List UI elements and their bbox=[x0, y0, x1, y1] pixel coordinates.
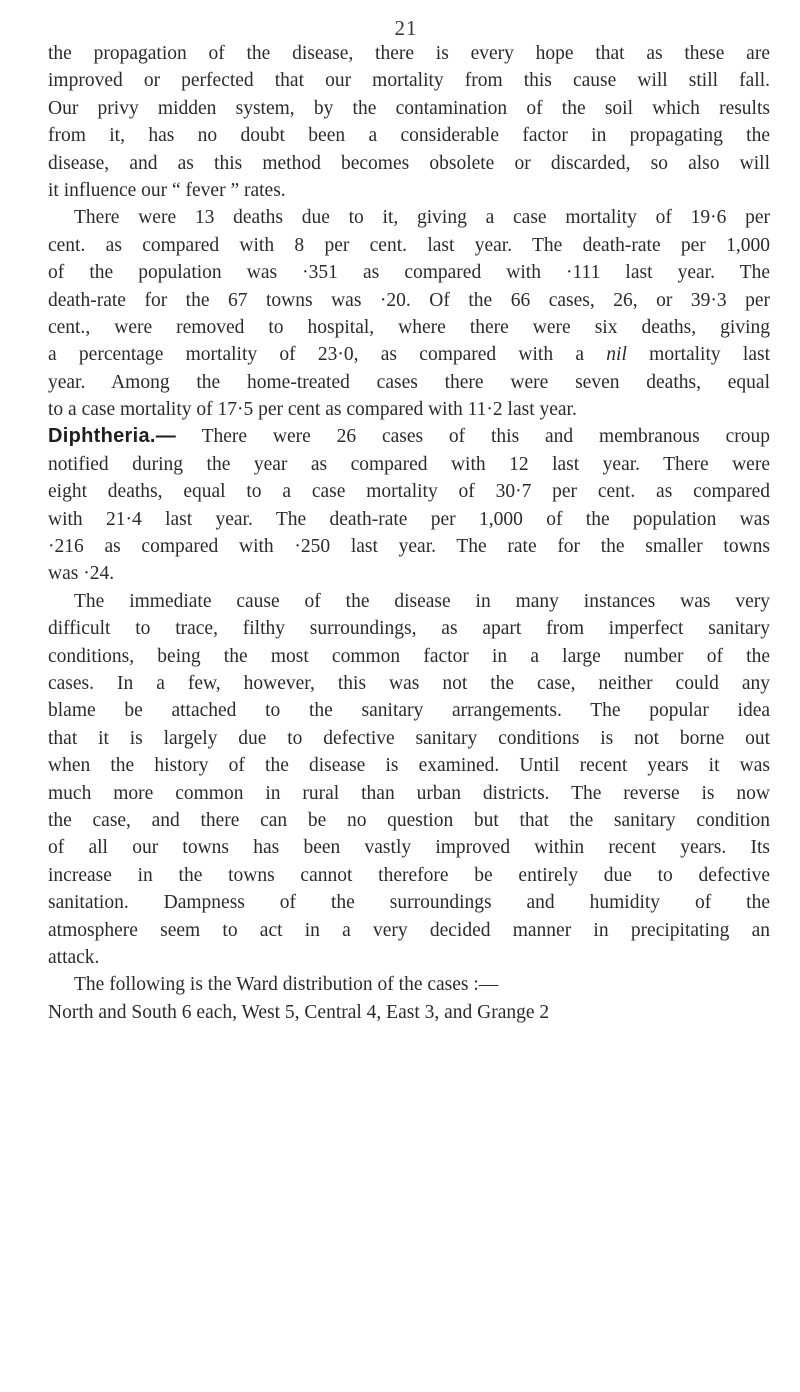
text-line: The following is the Ward distribution of the cases :— bbox=[74, 974, 499, 996]
text-line: cent., were removed to hospital, where there were six deaths, giving bbox=[48, 316, 770, 338]
text-segment: There were 26 cases of this and membranous croup bbox=[201, 426, 770, 448]
text-line: cent. as compared with 8 per cent. last year. The death-rate per 1,000 bbox=[48, 234, 770, 256]
text-line: atmosphere seem to act in a very decided manner in precipitating an bbox=[48, 919, 770, 941]
text-line: There were 13 deaths due to it, giving a case mortality of 19·6 per bbox=[74, 207, 770, 229]
text-line: The immediate cause of the disease in many instances was very bbox=[74, 590, 770, 612]
text-line: that it is largely due to defective sanitary conditions is not borne out bbox=[48, 727, 770, 749]
text-line: North and South 6 each, West 5, Central 4, East 3, and Grange 2 bbox=[48, 1001, 550, 1023]
text-line: eight deaths, equal to a case mortality of 30·7 per cent. as compared bbox=[48, 481, 770, 503]
paragraph-immediate-cause bbox=[48, 588, 770, 971]
text-line: year. Among the home-treated cases there were seven deaths, equal bbox=[48, 371, 770, 393]
text-line-with-heading bbox=[48, 423, 770, 450]
text-line: notified during the year as compared with 12 last year. There were bbox=[48, 453, 770, 475]
text-line: improved or perfected that our mortality from this cause will still fall. bbox=[48, 70, 770, 92]
paragraph-fever-deaths bbox=[48, 204, 770, 423]
text-line: the propagation of the disease, there is every hope that as these are bbox=[48, 43, 770, 64]
text-line: ·216 as compared with ·250 last year. The rate for the smaller towns bbox=[48, 536, 770, 558]
paragraph-fever-continuation bbox=[48, 40, 770, 204]
text-line: the case, and there can be no question but that the sanitary condition bbox=[48, 809, 770, 831]
text-line: blame be attached to the sanitary arrangements. The popular idea bbox=[48, 700, 770, 722]
italic-word: nil bbox=[606, 344, 627, 366]
text-segment: a percentage mortality of 23·0, as compared with a bbox=[48, 344, 607, 366]
text-line: difficult to trace, filthy surroundings, as apart from imperfect sanitary bbox=[48, 618, 770, 640]
paragraph-diphtheria bbox=[48, 423, 770, 587]
text-line: increase in the towns cannot therefore be entirely due to defective bbox=[48, 864, 770, 886]
text-line: cases. In a few, however, this was not the case, neither could any bbox=[48, 672, 770, 694]
text-line: sanitation. Dampness of the surroundings and humidity of the bbox=[48, 892, 770, 914]
text-segment: mortality last bbox=[626, 344, 770, 366]
text-line: much more common in rural than urban districts. The reverse is now bbox=[48, 782, 770, 804]
text-line: with 21·4 last year. The death-rate per 1,000 of the population was bbox=[48, 508, 770, 530]
section-heading-diphtheria: Diphtheria.— bbox=[48, 425, 177, 448]
text-line: it influence our “ fever ” rates. bbox=[48, 179, 286, 201]
text-line: of all our towns has been vastly improved within recent years. Its bbox=[48, 837, 770, 859]
text-line: attack. bbox=[48, 946, 100, 968]
text-line-with-italic bbox=[48, 341, 770, 368]
text-line: was ·24. bbox=[48, 563, 115, 585]
text-line: from it, has no doubt been a considerable factor in propagating the bbox=[48, 125, 770, 147]
text-line: death-rate for the 67 towns was ·20. Of the 66 cases, 26, or 39·3 per bbox=[48, 289, 770, 311]
text-line: when the history of the disease is examined. Until recent years it was bbox=[48, 755, 770, 777]
text-line: Our privy midden system, by the contamination of the soil which results bbox=[48, 97, 770, 119]
text-line: conditions, being the most common factor in a large number of the bbox=[48, 645, 770, 667]
page-number: 21 bbox=[394, 16, 418, 40]
text-line: of the population was ·351 as compared with ·111 last year. The bbox=[48, 262, 770, 284]
body-text bbox=[48, 40, 770, 1026]
text-line: to a case mortality of 17·5 per cent as compared with 11·2 last year. bbox=[48, 399, 577, 421]
text-line: disease, and as this method becomes obsolete or discarded, so also will bbox=[48, 152, 770, 174]
paragraph-ward-distribution bbox=[48, 971, 770, 1026]
